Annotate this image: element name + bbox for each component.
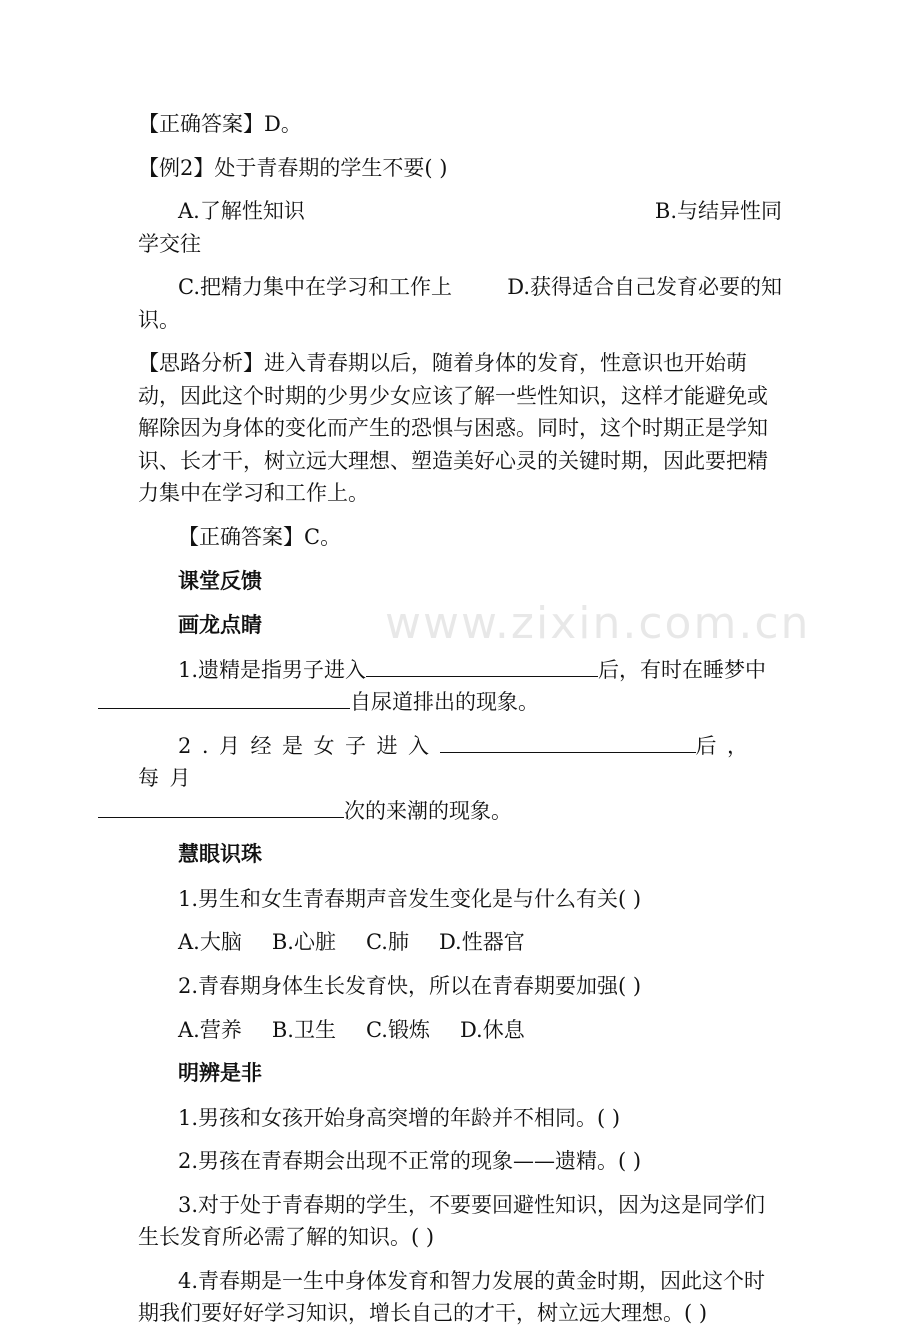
option-b: B.与结异性同 — [654, 199, 782, 224]
example2-options-row2 — [138, 271, 782, 304]
option-b-continued: 学交往 — [138, 231, 201, 256]
example2-answer: 【正确答案】C。 — [178, 525, 342, 550]
choice-question-1: 1.男生和女生青春期声音发生变化是与什么有关( ) — [178, 886, 642, 911]
fill-q2-text-b: 后，每月 — [138, 733, 759, 791]
option: C.锻炼 — [365, 1017, 430, 1042]
fill-question-1 — [138, 654, 782, 719]
fill-blank[interactable] — [440, 731, 696, 753]
judge-question-4: 4.青春期是一生中身体发育和智力发展的黄金时期，因此这个时期我们要好好学习知识，增长自己的才干，树立远大理想。( ) — [138, 1268, 766, 1326]
section-heading-judge: 明辨是非 — [178, 1061, 262, 1086]
judge-question-2: 2.男孩在青春期会出现不正常的现象——遗精。( ) — [178, 1149, 642, 1174]
fill-question-2 — [138, 730, 782, 828]
judge-question-3: 3.对于处于青春期的学生，不要要回避性知识，因为这是同学们生长发育所必需了解的知识。( ) — [138, 1192, 766, 1250]
section-heading-fill: 画龙点睛 — [178, 613, 262, 638]
example2-analysis: 【思路分析】进入青春期以后，随着身体的发育，性意识也开始萌动，因此这个时期的少男少女应该了解一些性知识，这样才能避免或解除因为身体的变化而产生的恐惧与困惑。同时，这个时期正是学知识、长才干，树立远大理想、塑造美好心灵的关键时期，因此要把精力集中在学习和工作上。 — [138, 351, 768, 506]
fill-blank[interactable] — [98, 687, 350, 709]
fill-q1-text-c: 自尿道排出的现象。 — [350, 690, 539, 715]
choice-question-1-options — [138, 926, 782, 959]
watermark: www.zixin.com.cn — [385, 598, 811, 649]
option: A.营养 — [178, 1017, 242, 1042]
judge-question-1: 1.男孩和女孩开始身高突增的年龄并不相同。( ) — [178, 1105, 621, 1130]
document-page — [138, 108, 782, 1341]
section-heading-feedback: 课堂反馈 — [178, 568, 262, 593]
option: A.大脑 — [178, 930, 242, 955]
fill-blank[interactable] — [366, 655, 598, 677]
option-d-continued: 识。 — [138, 307, 180, 332]
example2-question: 【例2】处于青春期的学生不要( ) — [138, 155, 448, 180]
example1-answer: 【正确答案】D。 — [138, 112, 302, 136]
option-a: A.了解性知识 — [178, 199, 305, 224]
fill-blank[interactable] — [98, 796, 344, 818]
option: D.性器官 — [438, 930, 525, 955]
option: C.肺 — [365, 930, 409, 955]
option-d: D.获得适合自己发育必要的知 — [507, 275, 782, 300]
option: B.卫生 — [271, 1017, 336, 1042]
section-heading-choice: 慧眼识珠 — [178, 842, 262, 867]
option: B.心脏 — [271, 930, 336, 955]
fill-q1-text-b: 后，有时在睡梦中 — [598, 657, 767, 682]
choice-question-2: 2.青春期身体生长发育快，所以在青春期要加强( ) — [178, 974, 642, 999]
fill-q1-text-a: 1.遗精是指男子进入 — [178, 657, 367, 682]
choice-question-2-options — [138, 1014, 782, 1047]
example2-options-row1 — [138, 195, 782, 228]
fill-q2-text-a: 2.月经是女子进入 — [178, 733, 440, 758]
option: D.休息 — [459, 1017, 525, 1042]
option-c: C.把精力集中在学习和工作上 — [178, 275, 452, 300]
fill-q2-text-c: 次的来潮的现象。 — [344, 798, 512, 823]
